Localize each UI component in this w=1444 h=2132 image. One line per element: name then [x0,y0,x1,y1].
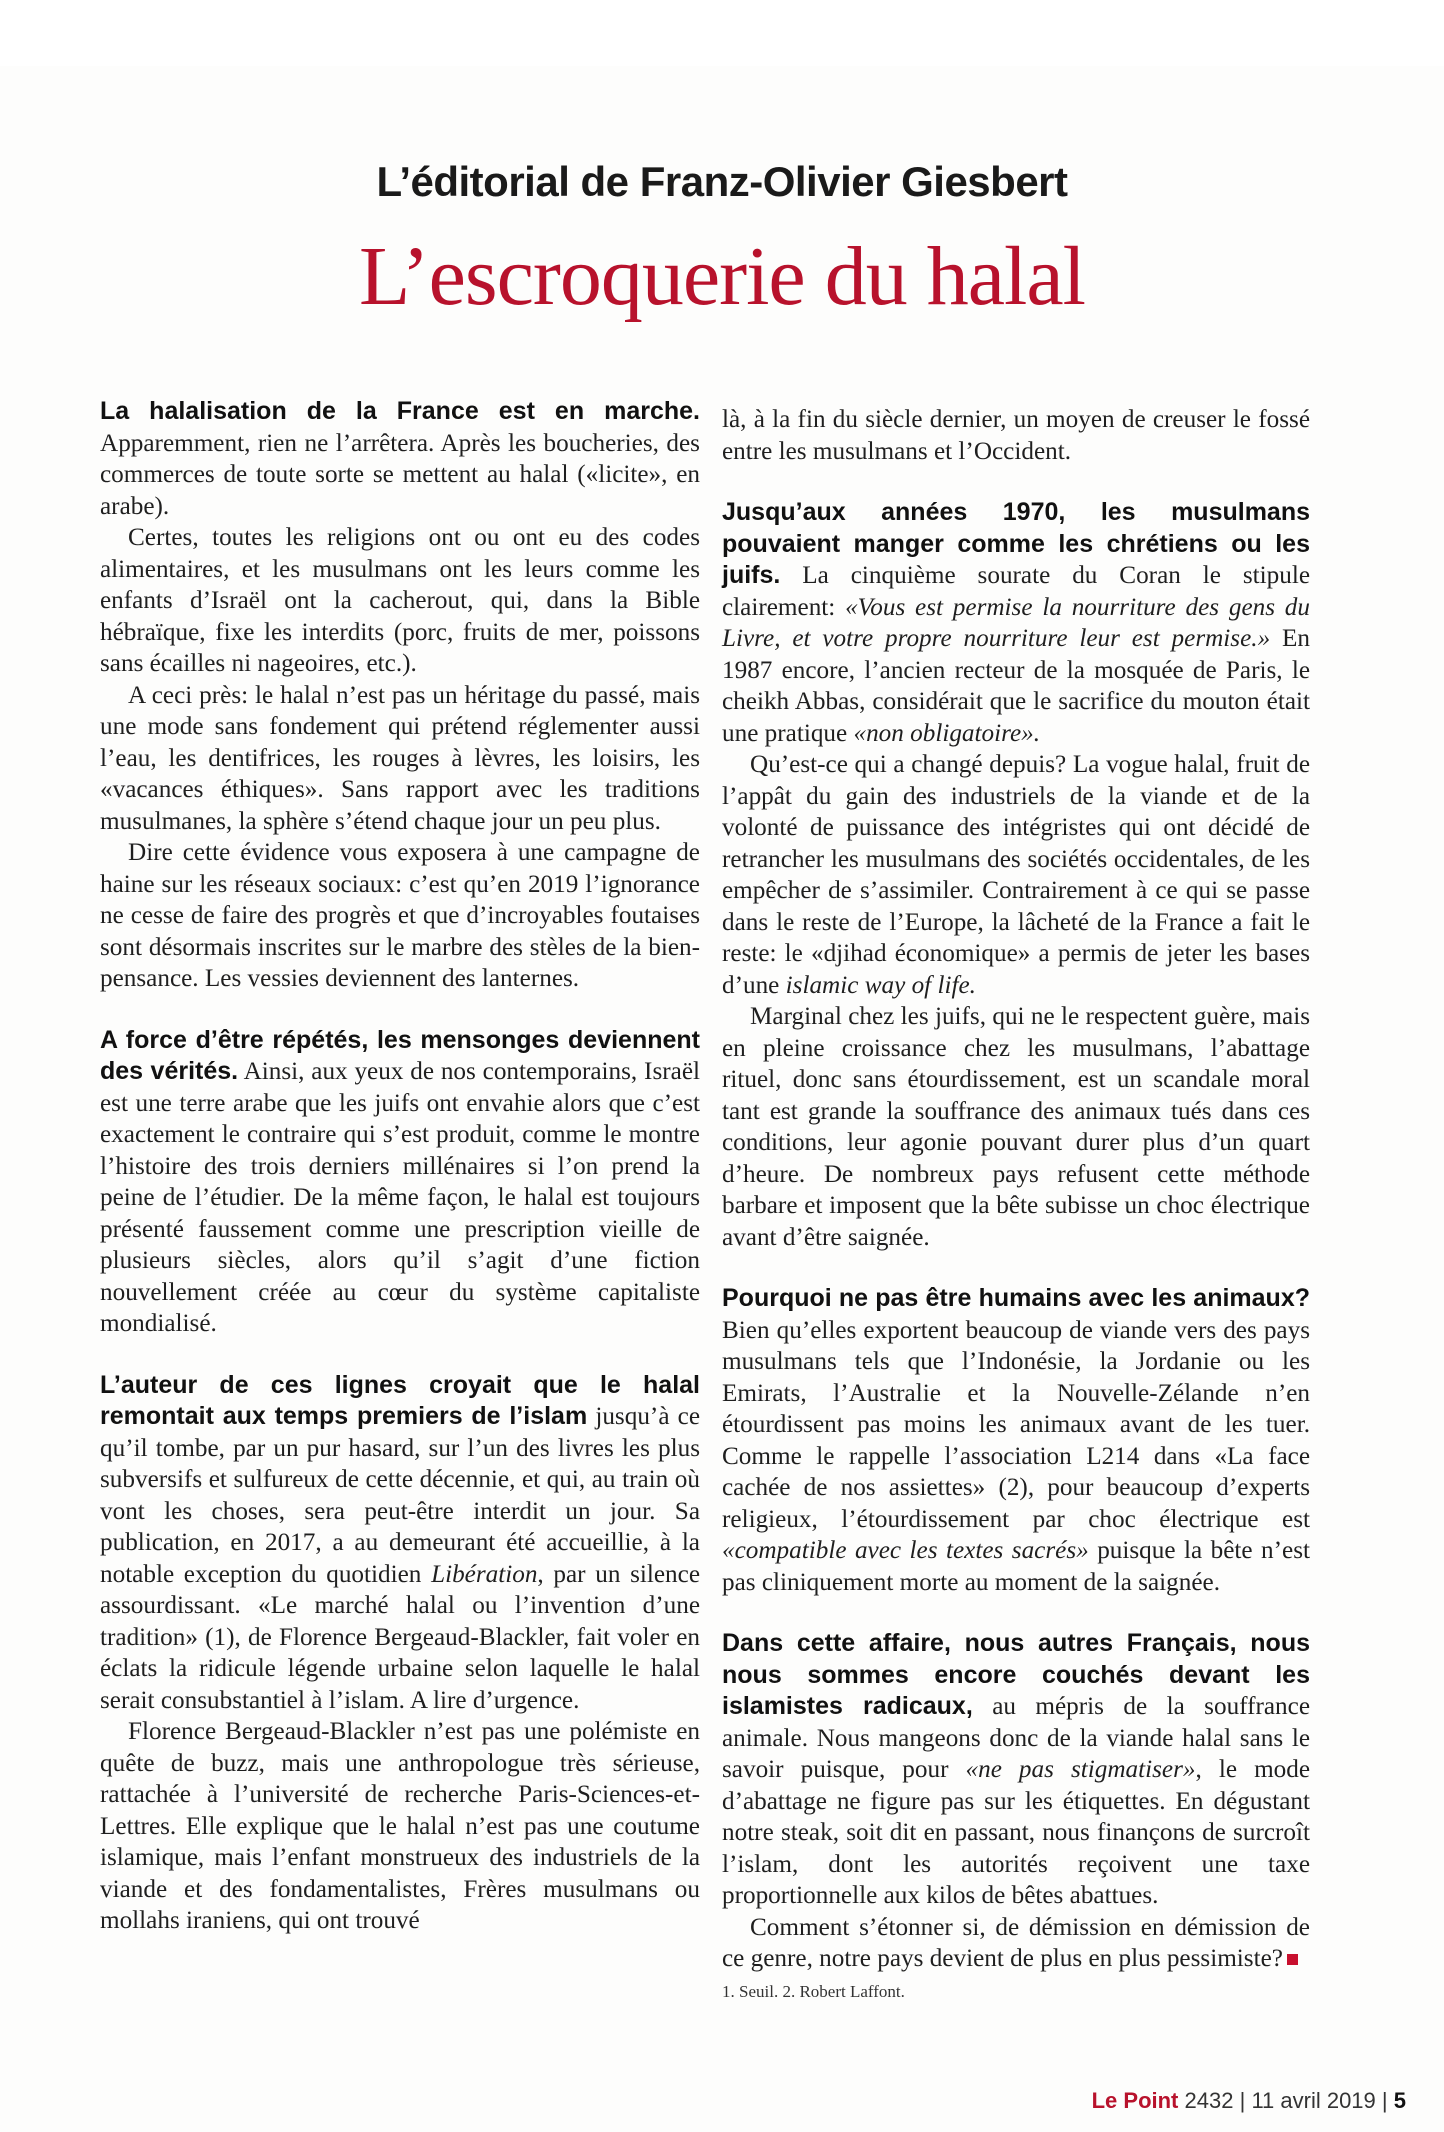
left-column [100,396,700,1937]
lead-in: A force d’être répétés, les mensonges deviennent des vérités. [100,1025,700,1085]
italic-title: Libération [431,1560,538,1588]
paragraph-text: Qu’est-ce qui a changé depuis? La vogue halal, fruit de l’appât du gain des industriels de la viande et de la volonté de puissance des intégristes qui ont décidé de retrancher les musulmans des sociétés occidentales, de les empêcher de s’assimiler. Contrairement à ce qui se passe dans le reste de l’Europe, la lâcheté de la France a fait le reste: le «djihad économique» a permis de jeter les bases d’une [722,751,1310,999]
paragraph [722,1912,1310,1975]
separator: | [1381,2088,1388,2113]
magazine-page [0,66,1444,2132]
paragraph-text: puisque la bête n’est pas cliniquement morte au moment de la saignée. [722,1537,1310,1596]
paragraph [722,1283,1310,1598]
brand-name: Le Point [1091,2088,1179,2113]
paragraph-text: Apparemment, rien ne l’arrêtera. Après les boucheries, des commerces de toute sorte se mettent au halal («licite», en arabe). [100,429,700,520]
lead-in: Jusqu’aux années 1970, les musulmans pouvaient manger comme les chrétiens ou les juifs. [722,498,1310,589]
separator: | [1239,2088,1246,2113]
paragraph: là, à la fin du siècle dernier, un moyen de creuser le fossé entre les musulmans et l’Occident. [722,406,1310,465]
paragraph [100,1370,700,1717]
paragraph [722,497,1310,749]
paragraph: A ceci près: le halal n’est pas un héritage du passé, mais une mode sans fondement qui prétend réglementer aussi l’eau, les dentifrices, les rouges à lèvres, les loisirs, les «vacances éthiques». Sans rapport avec les traditions musulmanes, la sphère s’étend chaque jour un peu plus. [100,681,700,835]
paragraph-text: Bien qu’elles exportent beaucoup de viande vers des pays musulmans tels que l’Indonésie, la Jordanie ou les Emirats, l’Australie et la Nouvelle-Zélande n’en étourdissent pas moins les animaux avant de les tuer. Comme le rappelle l’association L214 dans «La face cachée de nos assiettes» (2), pour beaucoup d’experts religieux, l’étourdissement par choc électrique est [722,1316,1310,1533]
paragraph [722,749,1310,1001]
end-of-article-mark [1287,1954,1298,1965]
page-number: 5 [1393,2088,1406,2113]
paragraph: Certes, toutes les religions ont ou ont eu des codes alimentaires, et les musulmans ont les leurs comme les enfants d’Israël ont la cacherout, qui, dans la Bible hébraïque, fixe les interdits (porc, fruits de mer, poissons sans écailles ni nageoires, etc.). [100,524,700,677]
quote: «compatible avec les textes sacrés» [722,1537,1089,1564]
quote: «non obligatoire». [853,719,1041,747]
paragraph: Marginal chez les juifs, qui ne le respectent guère, mais en pleine croissance chez les musulmans, l’abattage rituel, donc sans étourdissement, est un scandale moral tant est grande la souffrance des animaux tués dans ces conditions, leur agonie pouvant durer plus d’un quart d’heure. De nombreux pays refusent cette méthode barbare et imposent que la bête subisse un choc électrique avant d’être saignée. [722,1003,1310,1251]
paragraph-text: En 1987 encore, l’ancien recteur de la mosquée de Paris, le cheikh Abbas, considérait que le sacrifice du mouton était une pratique [722,625,1310,747]
paragraph-text: , le mode d’abattage ne figure pas sur les étiquettes. En dégustant notre steak, soit dit en passant, nous finançons de surcroît l’islam, dont les autorités reçoivent une taxe proportionnelle aux kilos de bêtes abattues. [722,1756,1311,1909]
paragraph-text: Comment s’étonner si, de démission en démission de ce genre, notre pays devient de plus en plus pessimiste? [722,1913,1310,1972]
quote: «Vous est permise la nourriture des gens du Livre, et votre propre nourriture leur est permise.» [722,593,1310,652]
paragraph: Florence Bergeaud-Blackler n’est pas une polémiste en quête de buzz, mais une anthropologue très sérieuse, rattachée à l’université de recherche Paris-Sciences-et-Lettres. Elle explique que le halal n’est pas une coutume islamique, mais l’enfant monstrueux des industriels de la viande et des fondamentalistes, Frères musulmans ou mollahs iraniens, qui ont trouvé [100,1718,700,1934]
paragraph [100,1025,700,1340]
paragraph: Dire cette évidence vous exposera à une campagne de haine sur les réseaux sociaux: c’est qu’en 2019 l’ignorance ne cesse de faire des progrès et que d’incroyables foutaises sont désormais inscrites sur le marbre des stèles de la bien-pensance. Les vessies deviennent des lanternes. [100,839,700,992]
paragraph-text: La cinquième sourate du Coran le stipule clairement: [722,562,1311,621]
lead-in: L’auteur de ces lignes croyait que le halal remontait aux temps premiers de l’islam [100,1370,700,1430]
paragraph [100,396,700,522]
page-footer [1092,2088,1406,2114]
editorial-kicker: L’éditorial de Franz-Olivier Giesbert [376,158,1068,205]
issue-number: 2432 [1184,2088,1234,2113]
lead-in: Dans cette affaire, nous autres Français, nous nous sommes encore couchés devant les islamistes radicaux, [722,1629,1310,1720]
paragraph-text: jusqu’à ce qu’il tombe, par un pur hasard, sur l’un des livres les plus subversifs et sulfureux de cette décennie, et qui, au train où vont les choses, sera peut-être interdit un jour. Sa publication, en 2017, a au demeurant été accueillie, à la notable exception du quotidien [100,1403,700,1588]
lead-in: Pourquoi ne pas être humains avec les animaux? [722,1284,1310,1312]
lead-in: La halalisation de la France est en marche. [100,397,700,425]
page-title: L’escroquerie du halal [359,230,1085,323]
issue-date: 11 avril 2019 [1251,2088,1376,2113]
right-column [722,404,1310,2003]
paragraph [722,1628,1310,1912]
paragraph-text: , par un silence assourdissant. «Le marché halal ou l’invention d’une tradition» (1), de Florence Bergeaud-Blackler, fait voler en éclats la ridicule légende urbaine selon laquelle le halal serait consubstantiel à l’islam. A lire d’urgence. [100,1560,701,1714]
paragraph-text: au mépris de la souffrance animale. Nous mangeons donc de la viande halal sans le savoir puisque, pour [722,1693,1311,1783]
quote: «ne pas stigmatiser» [965,1756,1196,1783]
paragraph-text: Ainsi, aux yeux de nos contemporains, Israël est une terre arabe que les juifs ont envahie alors que c’est exactement le contraire qui s’est produit, comme le montre l’histoire des trois derniers millénaires si l’on prend la peine de l’étudier. De la même façon, le halal est toujours présenté faussement comme une prescription vieille de plusieurs siècles, alors qu’il s’agit d’une fiction nouvellement créée au cœur du système capitaliste mondialisé. [100,1058,700,1337]
footnote: 1. Seuil. 2. Robert Laffont. [722,1981,905,2001]
italic-phrase: islamic way of life. [785,971,976,999]
